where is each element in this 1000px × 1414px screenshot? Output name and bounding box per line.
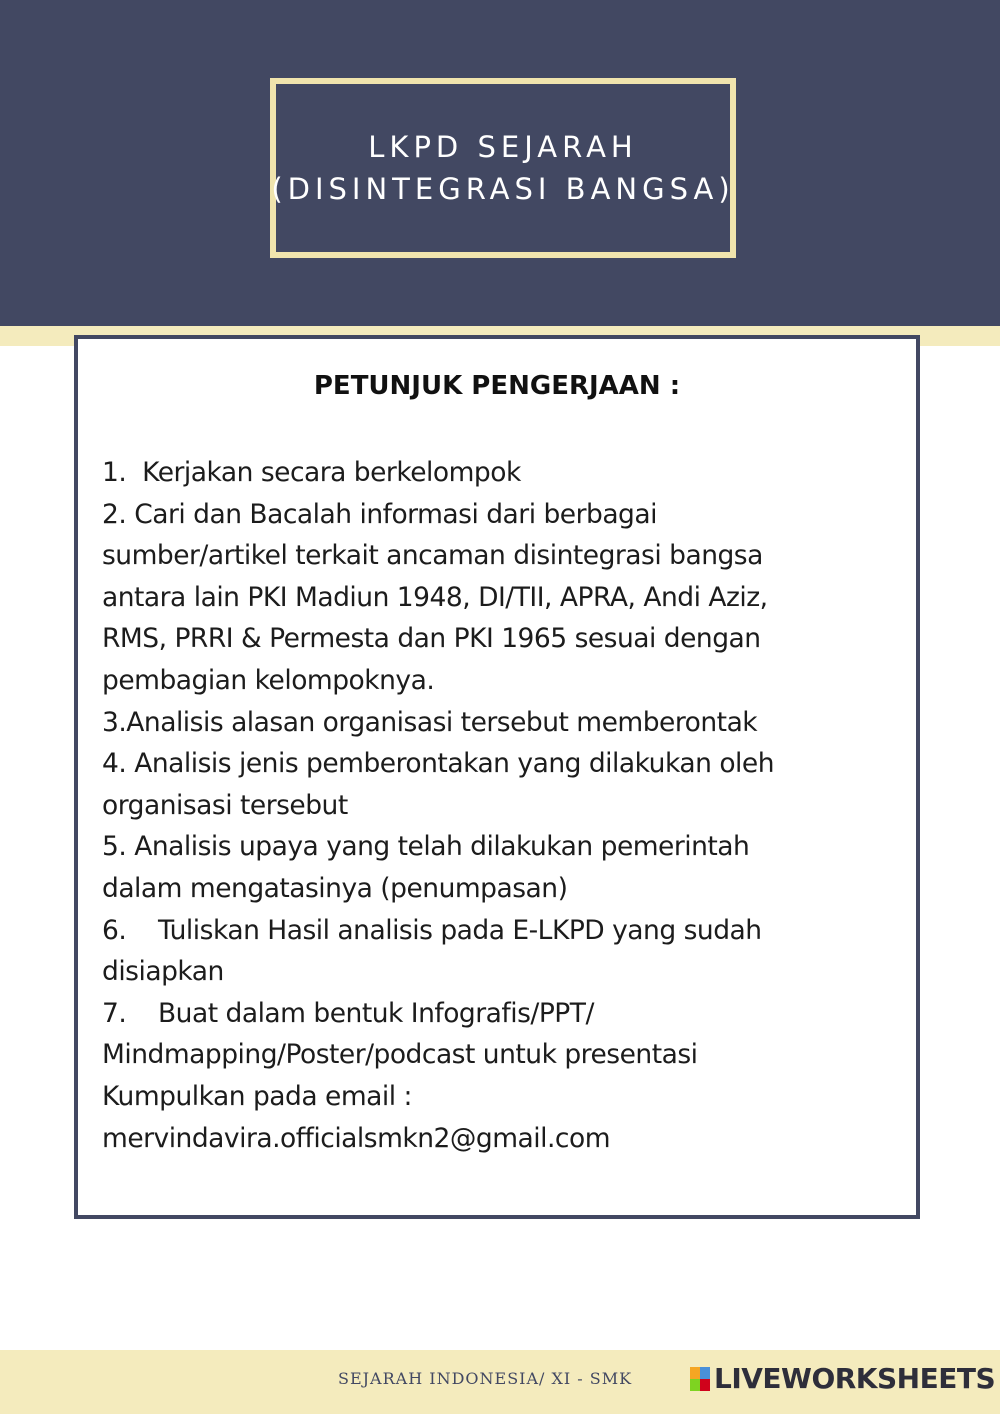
instructions-heading: PETUNJUK PENGERJAAN :: [313, 371, 681, 401]
instruction-line: 3.Analisis alasan organisasi tersebut memberontak: [102, 706, 758, 738]
logo-cell: [700, 1379, 710, 1391]
instruction-line: 7. Buat dalam bentuk Infografis/PPT/: [102, 997, 594, 1029]
instruction-line: Mindmapping/Poster/podcast untuk presentasi: [102, 1039, 698, 1071]
instruction-line: 4. Analisis jenis pemberontakan yang dilakukan oleh: [102, 748, 774, 780]
header-band: [0, 0, 1000, 326]
brand-text: LIVEWORKSHEETS: [714, 1362, 996, 1395]
email-address[interactable]: mervindavira.officialsmkn2@gmail.com: [102, 1122, 611, 1154]
instruction-line: organisasi tersebut: [102, 789, 348, 821]
instruction-line: 1. Kerjakan secara berkelompok: [102, 457, 521, 488]
instruction-line: disiapkan: [102, 956, 224, 988]
footer-subject: SEJARAH INDONESIA/ XI - SMK: [338, 1369, 633, 1388]
instruction-line: pembagian kelompoknya.: [102, 664, 435, 696]
instruction-line: dalam mengatasinya (penumpasan): [102, 872, 568, 904]
instruction-line: antara lain PKI Madiun 1948, DI/TII, APRA, Andi Aziz,: [102, 581, 768, 613]
instructions-list: [102, 452, 902, 1159]
instruction-line: 6. Tuliskan Hasil analisis pada E-LKPD yang sudah: [102, 914, 762, 946]
logo-cell: [690, 1379, 700, 1391]
instruction-line: Kumpulkan pada email :: [102, 1080, 412, 1112]
title-line-2: (DISINTEGRASI BANGSA): [271, 172, 735, 206]
title-frame: [270, 78, 736, 258]
instruction-line: RMS, PRRI & Permesta dan PKI 1965 sesuai dengan: [102, 623, 761, 655]
liveworksheets-logo-icon: [690, 1367, 710, 1391]
instructions-box: [74, 335, 920, 1219]
title-line-1: LKPD SEJARAH: [368, 130, 638, 164]
instruction-line: 5. Analisis upaya yang telah dilakukan pemerintah: [102, 831, 750, 863]
liveworksheets-brand[interactable]: [690, 1362, 995, 1395]
logo-cell: [690, 1367, 700, 1379]
instruction-line: sumber/artikel terkait ancaman disintegrasi bangsa: [102, 540, 763, 572]
footer-band: [0, 1350, 1000, 1414]
logo-cell: [700, 1367, 710, 1379]
instruction-line: 2. Cari dan Bacalah informasi dari berbagai: [102, 498, 657, 530]
